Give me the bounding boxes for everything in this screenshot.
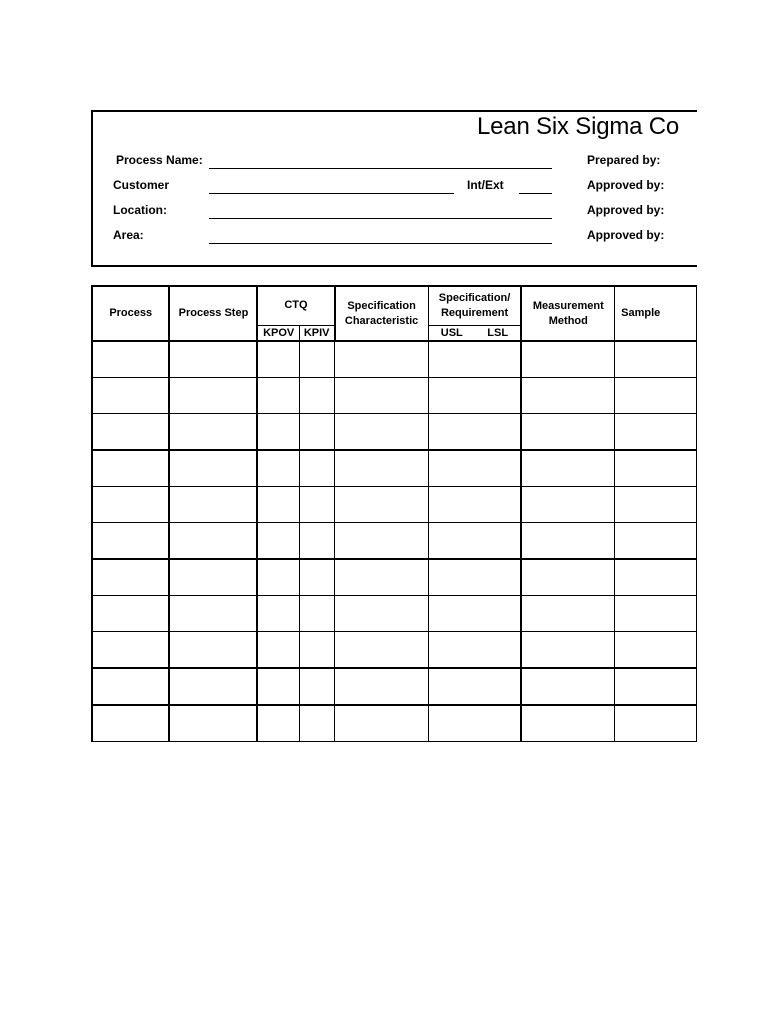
header-ctq-label: CTQ bbox=[284, 299, 308, 311]
cell-kpov[interactable] bbox=[257, 559, 299, 596]
cell-sample[interactable] bbox=[615, 450, 697, 487]
cell-kpov[interactable] bbox=[257, 705, 299, 742]
cell-spec-requirement[interactable] bbox=[428, 414, 521, 451]
table-row bbox=[92, 450, 697, 487]
cell-kpiv[interactable] bbox=[299, 450, 334, 487]
cell-process-step[interactable] bbox=[169, 668, 257, 705]
customer-label: Customer bbox=[113, 178, 170, 192]
int-ext-field[interactable] bbox=[519, 193, 552, 194]
spec-char-line-1: Specification bbox=[347, 299, 416, 312]
cell-spec-requirement[interactable] bbox=[428, 450, 521, 487]
cell-spec-requirement[interactable] bbox=[428, 523, 521, 560]
cell-measurement-method[interactable] bbox=[521, 705, 614, 742]
cell-process-step[interactable] bbox=[169, 705, 257, 742]
cell-sample[interactable] bbox=[615, 632, 697, 669]
cell-process-step[interactable] bbox=[169, 450, 257, 487]
cell-spec-requirement[interactable] bbox=[428, 378, 521, 414]
cell-kpov[interactable] bbox=[257, 414, 299, 451]
cell-sample[interactable] bbox=[615, 414, 697, 451]
customer-field[interactable] bbox=[209, 193, 454, 194]
cell-process-step[interactable] bbox=[169, 523, 257, 560]
header-process-step: Process Step bbox=[169, 286, 257, 341]
cell-kpov[interactable] bbox=[257, 523, 299, 560]
cell-process-step[interactable] bbox=[169, 378, 257, 414]
cell-measurement-method[interactable] bbox=[521, 341, 614, 378]
table-row bbox=[92, 378, 697, 414]
cell-spec-characteristic[interactable] bbox=[335, 378, 429, 414]
cell-process-step[interactable] bbox=[169, 414, 257, 451]
cell-spec-characteristic[interactable] bbox=[335, 632, 429, 669]
cell-sample[interactable] bbox=[615, 341, 697, 378]
area-field[interactable] bbox=[209, 243, 552, 244]
header-process: Process bbox=[92, 286, 169, 341]
cell-spec-requirement[interactable] bbox=[428, 559, 521, 596]
table-row bbox=[92, 596, 697, 632]
cell-kpiv[interactable] bbox=[299, 378, 334, 414]
cell-process[interactable] bbox=[92, 559, 169, 596]
cell-process[interactable] bbox=[92, 596, 169, 632]
cell-kpiv[interactable] bbox=[299, 341, 334, 378]
cell-kpov[interactable] bbox=[257, 596, 299, 632]
int-ext-label: Int/Ext bbox=[467, 178, 504, 192]
cell-measurement-method[interactable] bbox=[521, 487, 614, 523]
measurement-line-1: Measurement bbox=[532, 299, 604, 312]
cell-spec-requirement[interactable] bbox=[428, 632, 521, 669]
cell-spec-characteristic[interactable] bbox=[335, 668, 429, 705]
cell-process[interactable] bbox=[92, 487, 169, 523]
header-kpiv: KPIV bbox=[299, 326, 334, 342]
cell-kpov[interactable] bbox=[257, 378, 299, 414]
cell-spec-requirement[interactable] bbox=[428, 341, 521, 378]
cell-measurement-method[interactable] bbox=[521, 414, 614, 451]
cell-kpiv[interactable] bbox=[299, 523, 334, 560]
cell-kpov[interactable] bbox=[257, 450, 299, 487]
cell-spec-characteristic[interactable] bbox=[335, 487, 429, 523]
cell-process[interactable] bbox=[92, 414, 169, 451]
spec-char-line-2: Characteristic bbox=[344, 314, 419, 327]
table-row bbox=[92, 632, 697, 669]
area-label: Area: bbox=[113, 228, 144, 242]
header-kpov: KPOV bbox=[257, 326, 299, 342]
cell-process-step[interactable] bbox=[169, 487, 257, 523]
cell-sample[interactable] bbox=[615, 705, 697, 742]
header-specification-requirement bbox=[428, 286, 521, 326]
header-ctq bbox=[257, 286, 334, 326]
cell-spec-characteristic[interactable] bbox=[335, 341, 429, 378]
table-row bbox=[92, 341, 697, 378]
cell-process[interactable] bbox=[92, 523, 169, 560]
cell-process-step[interactable] bbox=[169, 559, 257, 596]
spec-req-line-2: Requirement bbox=[440, 307, 509, 319]
prepared-by-label: Prepared by: bbox=[587, 153, 661, 167]
cell-kpiv[interactable] bbox=[299, 559, 334, 596]
header-sample: Sample bbox=[615, 286, 697, 341]
cell-process[interactable] bbox=[92, 450, 169, 487]
cell-sample[interactable] bbox=[615, 559, 697, 596]
cell-process-step[interactable] bbox=[169, 632, 257, 669]
cell-spec-characteristic[interactable] bbox=[335, 523, 429, 560]
table-row bbox=[92, 487, 697, 523]
approved-by-label-2: Approved by: bbox=[587, 203, 665, 217]
measurement-line-2: Method bbox=[548, 314, 588, 327]
cell-measurement-method[interactable] bbox=[521, 523, 614, 560]
cell-kpiv[interactable] bbox=[299, 487, 334, 523]
cell-measurement-method[interactable] bbox=[521, 450, 614, 487]
cell-spec-characteristic[interactable] bbox=[335, 559, 429, 596]
cell-process[interactable] bbox=[92, 341, 169, 378]
cell-spec-requirement[interactable] bbox=[428, 705, 521, 742]
form-title: Lean Six Sigma Co bbox=[477, 113, 680, 140]
cell-kpov[interactable] bbox=[257, 668, 299, 705]
header-lsl: LSL bbox=[475, 326, 522, 342]
cell-sample[interactable] bbox=[615, 596, 697, 632]
table-row bbox=[92, 414, 697, 451]
cell-spec-characteristic[interactable] bbox=[335, 414, 429, 451]
cell-spec-requirement[interactable] bbox=[428, 487, 521, 523]
cell-spec-characteristic[interactable] bbox=[335, 596, 429, 632]
cell-kpiv[interactable] bbox=[299, 596, 334, 632]
cell-measurement-method[interactable] bbox=[521, 378, 614, 414]
table-row bbox=[92, 559, 697, 596]
cell-sample[interactable] bbox=[615, 487, 697, 523]
spec-req-line-1: Specification/ bbox=[438, 292, 511, 304]
approved-by-label-1: Approved by: bbox=[587, 178, 665, 192]
location-field[interactable] bbox=[209, 218, 552, 219]
cell-spec-characteristic[interactable] bbox=[335, 705, 429, 742]
cell-measurement-method[interactable] bbox=[521, 596, 614, 632]
cell-kpov[interactable] bbox=[257, 487, 299, 523]
cell-measurement-method[interactable] bbox=[521, 668, 614, 705]
cell-process-step[interactable] bbox=[169, 596, 257, 632]
process-name-field[interactable] bbox=[209, 168, 552, 169]
approved-by-label-3: Approved by: bbox=[587, 228, 665, 242]
table-row bbox=[92, 668, 697, 705]
table-row bbox=[92, 523, 697, 560]
cell-sample[interactable] bbox=[615, 378, 697, 414]
cell-process[interactable] bbox=[92, 632, 169, 669]
cell-measurement-method[interactable] bbox=[521, 632, 614, 669]
cell-process-step[interactable] bbox=[169, 341, 257, 378]
cell-spec-requirement[interactable] bbox=[428, 668, 521, 705]
cell-sample[interactable] bbox=[615, 523, 697, 560]
cell-kpiv[interactable] bbox=[299, 668, 334, 705]
header-measurement-method bbox=[521, 286, 614, 341]
location-label: Location: bbox=[113, 203, 167, 217]
process-name-label: Process Name: bbox=[116, 153, 203, 167]
cell-spec-requirement[interactable] bbox=[428, 596, 521, 632]
table-row bbox=[92, 705, 697, 742]
control-plan-table bbox=[91, 285, 697, 742]
cell-sample[interactable] bbox=[615, 668, 697, 705]
cell-spec-characteristic[interactable] bbox=[335, 450, 429, 487]
cell-process[interactable] bbox=[92, 668, 169, 705]
header-usl: USL bbox=[428, 326, 475, 342]
cell-kpov[interactable] bbox=[257, 341, 299, 378]
header-specification-characteristic bbox=[335, 286, 429, 341]
cell-measurement-method[interactable] bbox=[521, 559, 614, 596]
cell-kpiv[interactable] bbox=[299, 705, 334, 742]
cell-process[interactable] bbox=[92, 705, 169, 742]
cell-kpiv[interactable] bbox=[299, 632, 334, 669]
cell-kpiv[interactable] bbox=[299, 414, 334, 451]
cell-process[interactable] bbox=[92, 378, 169, 414]
cell-kpov[interactable] bbox=[257, 632, 299, 669]
